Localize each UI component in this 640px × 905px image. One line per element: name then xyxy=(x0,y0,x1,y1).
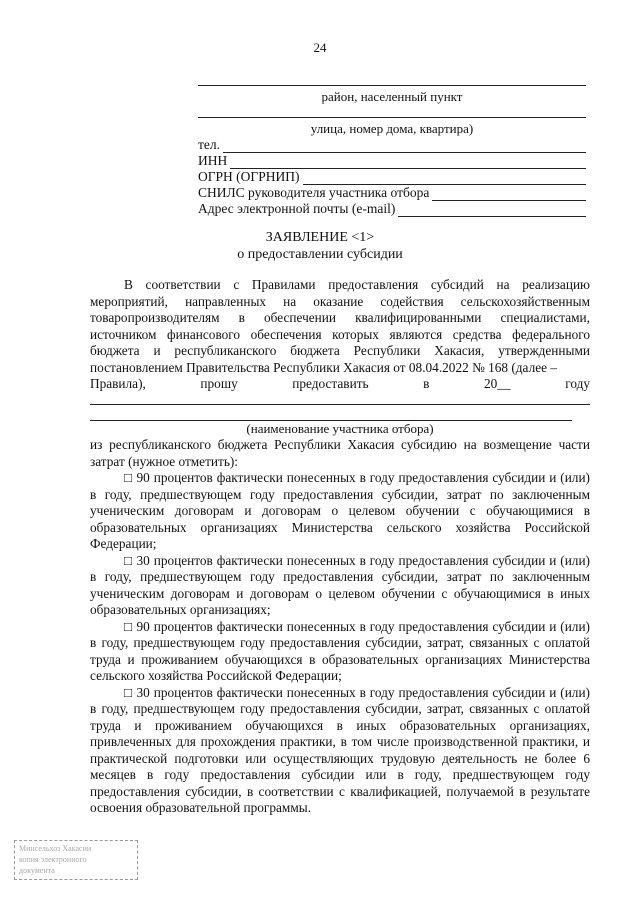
participant-line-1 xyxy=(90,403,590,405)
district-line xyxy=(198,84,586,86)
stamp-line: документа xyxy=(19,866,55,875)
subsidy-intro-text: из республиканского бюджета Республики Хакасия субсидию на возмещение части затрат (нужное отметить): xyxy=(90,437,590,469)
participant-caption: (наименование участника отбора) xyxy=(246,421,434,436)
district-caption: район, населенный пункт xyxy=(321,89,463,104)
option-item: □ 30 процентов фактически понесенных в году предоставления субсидии и (или) в году, предшествующем году предоставления субсидии, затрат, связанных с оплатой труда и проживанием обучающихся в иных образовательных организациях, привлеченных для прохождения практики, в том числе производственной практики, и практической подготовки или осуществляющих трудовую деятельность не более 6 месяцев в году предоставления субсидии или в году, предшествующем году предоставления субсидии, в соответствии с квалификацией, получаемой в результате освоения образовательной программы. xyxy=(90,684,590,815)
page-number: 24 xyxy=(313,40,327,55)
phone-field xyxy=(198,137,586,153)
document-subtitle: о предоставлении субсидии xyxy=(237,247,403,262)
snils-label: СНИЛС руководителя участника отбора xyxy=(198,185,430,200)
option-item: □ 90 процентов фактически понесенных в году предоставления субсидии и (или) в году, предшествующем году предоставления субсидии, затрат, связанных с оплатой труда и проживанием обучающихся в образовательных организациях Министерства сельского хозяйства Российской Федерации; xyxy=(90,618,590,683)
ogrn-field xyxy=(198,169,586,185)
electronic-copy-stamp xyxy=(14,840,138,880)
stamp-line: копия электронного xyxy=(19,855,87,864)
street-caption: улица, номер дома, квартира) xyxy=(310,121,474,136)
phone-label: тел. xyxy=(198,137,221,152)
option-item: □ 90 процентов фактически понесенных в году предоставления субсидии и (или) в году, предшествующем году предоставления субсидии, затрат по заключенным ученическим договорам и договорам о целевом обучении с обучающимися в образовательных организациях Министерства сельского хозяйства Российской Федерации; xyxy=(90,470,590,551)
document-title: ЗАЯВЛЕНИЕ <1> xyxy=(265,230,375,245)
ogrn-label: ОГРН (ОГРНИП) xyxy=(198,169,300,184)
intro-text-last-line: Правила), прошу предоставить в 20__ году xyxy=(90,376,590,391)
email-label: Адрес электронной почты (e-mail) xyxy=(198,201,396,216)
inn-label: ИНН xyxy=(198,153,228,168)
street-line xyxy=(198,116,586,118)
snils-field xyxy=(198,185,586,201)
options-list xyxy=(90,470,590,817)
intro-paragraph xyxy=(90,277,590,393)
email-field xyxy=(198,201,586,217)
intro-text: В соответствии с Правилами предоставления субсидий на реализацию мероприятий, направленных на оказание содействия сельскохозяйственным товаропроизводителям в обеспечении квалифицированными специалистами, источником финансового обеспечения которых являются средства федерального бюджета и республиканского бюджета Республики Хакасия, утвержденными постановлением Правительства Республики Хакасия от 08.04.2022 № 168 (далее – xyxy=(90,277,590,375)
option-item: □ 30 процентов фактически понесенных в году предоставления субсидии и (или) в году, предшествующем году предоставления субсидии, затрат по заключенным ученическим договорам и договорам о целевом обучении с обучающимися в иных образовательных организациях; xyxy=(90,552,590,617)
inn-field xyxy=(198,153,586,169)
stamp-line: Минсельхоз Хакасии xyxy=(19,844,92,853)
subsidy-intro xyxy=(90,437,590,470)
